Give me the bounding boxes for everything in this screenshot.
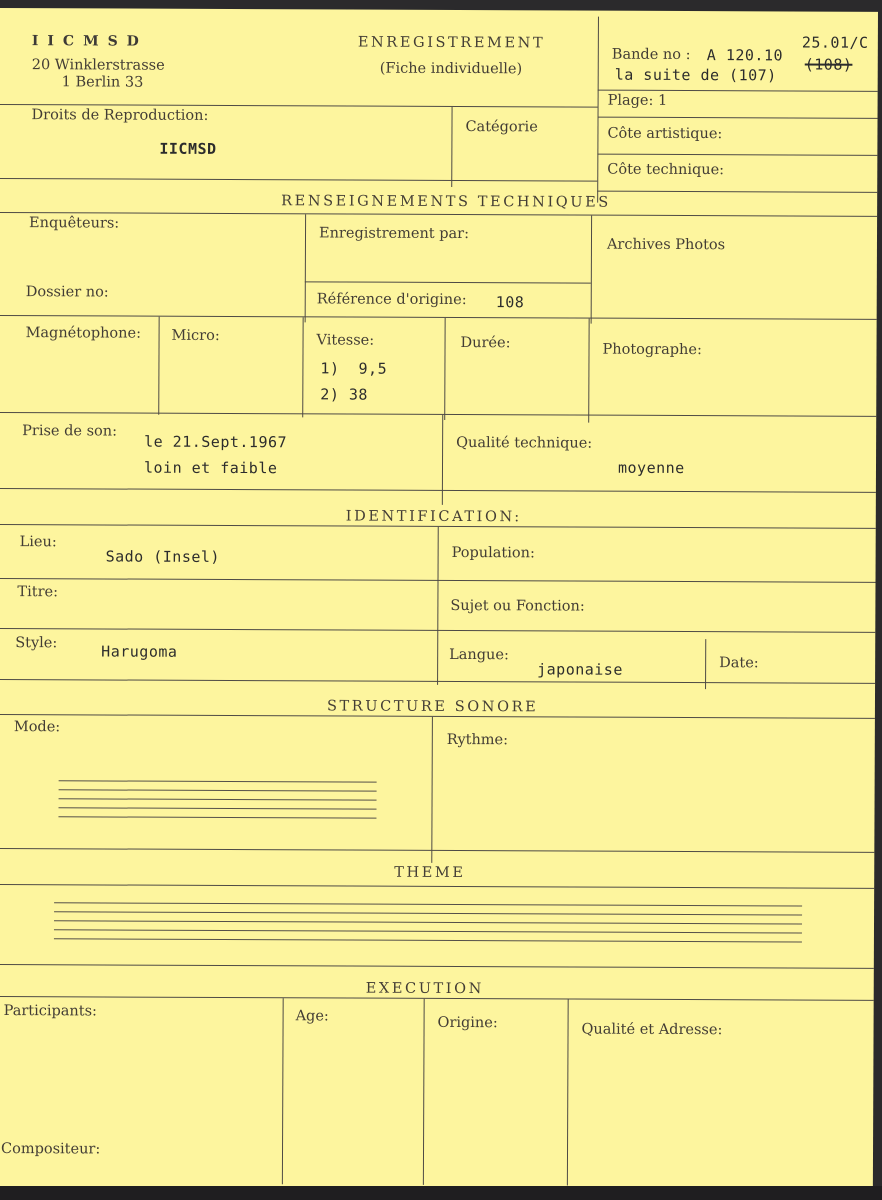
duree-label: Durée: bbox=[460, 335, 511, 352]
reference-label: Référence d'origine: bbox=[316, 291, 467, 309]
lieu-label: Lieu: bbox=[19, 534, 57, 551]
vitesse-1: 1) 9,5 bbox=[320, 359, 388, 378]
compositeur-label: Compositeur: bbox=[0, 1141, 101, 1158]
rule bbox=[597, 154, 877, 156]
rule bbox=[0, 964, 874, 969]
rule bbox=[305, 281, 591, 283]
rule bbox=[598, 90, 878, 92]
prise-value-1: le 21.Sept.1967 bbox=[144, 432, 288, 452]
rule bbox=[305, 214, 306, 322]
rule bbox=[423, 999, 425, 1185]
org-address-street: 20 Winklerstrasse bbox=[31, 57, 165, 74]
theme-staff-line bbox=[54, 911, 802, 915]
rythme-label: Rythme: bbox=[446, 731, 509, 749]
theme-staff-line bbox=[54, 929, 802, 933]
rule bbox=[437, 527, 439, 685]
age-label: Age: bbox=[295, 1008, 329, 1025]
rule bbox=[591, 216, 592, 324]
scan-background-edge bbox=[0, 1186, 882, 1200]
mode-staff-line bbox=[59, 807, 377, 809]
archives-label: Archives Photos bbox=[606, 236, 726, 254]
theme-staff-line bbox=[54, 920, 802, 924]
qualite-technique-value: moyenne bbox=[617, 458, 685, 477]
suite-value: la suite de (107) bbox=[614, 65, 777, 85]
mode-staff-line bbox=[59, 798, 377, 800]
micro-label: Micro: bbox=[171, 327, 220, 344]
bande-extra: 25.01/C bbox=[801, 33, 869, 52]
vitesse-2: 2) 38 bbox=[320, 385, 369, 404]
mode-staff-line bbox=[58, 816, 376, 818]
theme-staff-line bbox=[54, 938, 802, 942]
section-title-execution: EXECUTION bbox=[365, 980, 484, 998]
rule bbox=[588, 319, 589, 423]
rule bbox=[597, 191, 877, 193]
droits-value: IICMSD bbox=[159, 139, 217, 158]
mode-label: Mode: bbox=[13, 719, 61, 736]
mode-staff-line bbox=[59, 789, 377, 791]
rule bbox=[302, 317, 303, 417]
rule bbox=[444, 318, 445, 420]
rule bbox=[0, 848, 874, 853]
rule bbox=[451, 107, 452, 187]
style-value: Harugoma bbox=[101, 642, 178, 661]
section-title-structure: STRUCTURE SONORE bbox=[326, 698, 539, 716]
titre-label: Titre: bbox=[17, 584, 59, 601]
rule bbox=[598, 117, 878, 119]
date-label: Date: bbox=[719, 655, 759, 672]
mode-staff-line bbox=[59, 780, 377, 782]
dossier-label: Dossier no: bbox=[25, 284, 109, 301]
form-title: ENREGISTREMENT bbox=[357, 34, 546, 52]
form-subtitle: (Fiche individuelle) bbox=[379, 60, 523, 78]
theme-staff-line bbox=[54, 902, 802, 906]
section-title-identification: IDENTIFICATION: bbox=[345, 508, 522, 526]
section-title-renseignements: RENSEIGNEMENTS TECHNIQUES bbox=[281, 193, 611, 211]
categorie-label: Catégorie bbox=[465, 119, 538, 136]
plage-label: Plage: 1 bbox=[607, 92, 668, 109]
bande-value: A 120.10 bbox=[706, 46, 784, 65]
rule bbox=[282, 998, 284, 1184]
enqueteurs-label: Enquêteurs: bbox=[29, 215, 120, 232]
langue-label: Langue: bbox=[449, 646, 509, 664]
org-logo: IICMSD bbox=[31, 33, 148, 50]
suite-struck: (108) bbox=[804, 55, 853, 74]
rule bbox=[0, 488, 876, 493]
bande-label: Bande no : bbox=[611, 46, 691, 64]
lieu-value: Sado (Insel) bbox=[105, 547, 221, 566]
magnetophone-label: Magnétophone: bbox=[25, 325, 142, 342]
qualite-adresse-label: Qualité et Adresse: bbox=[581, 1021, 723, 1039]
enregistrement-label: Enregistrement par: bbox=[318, 225, 470, 243]
origine-label: Origine: bbox=[437, 1014, 498, 1032]
reference-value: 108 bbox=[495, 293, 525, 312]
registration-card bbox=[0, 8, 878, 1190]
rule bbox=[0, 178, 597, 182]
rule bbox=[0, 212, 877, 217]
qualite-technique-label: Qualité technique: bbox=[456, 434, 593, 452]
rule bbox=[158, 317, 159, 415]
droits-label: Droits de Reproduction: bbox=[31, 107, 209, 124]
sujet-label: Sujet ou Fonction: bbox=[450, 597, 585, 615]
vitesse-label: Vitesse: bbox=[316, 332, 375, 349]
participants-label: Participants: bbox=[3, 1003, 97, 1020]
rule bbox=[442, 415, 443, 505]
rule bbox=[0, 412, 876, 417]
rule bbox=[597, 17, 599, 203]
rule bbox=[0, 884, 874, 889]
org-address-city: 1 Berlin 33 bbox=[61, 74, 144, 91]
prise-label: Prise de son: bbox=[22, 423, 118, 440]
style-label: Style: bbox=[15, 635, 58, 652]
rule bbox=[0, 315, 877, 320]
cote-technique-label: Côte technique: bbox=[607, 161, 725, 179]
rule bbox=[567, 999, 569, 1185]
photographe-label: Photographe: bbox=[602, 341, 702, 359]
section-title-theme: THEME bbox=[394, 864, 466, 882]
langue-value: japonaise bbox=[537, 660, 623, 679]
population-label: Population: bbox=[451, 544, 535, 562]
cote-artistique-label: Côte artistique: bbox=[607, 125, 723, 143]
rule bbox=[431, 717, 433, 863]
prise-value-2: loin et faible bbox=[143, 458, 278, 478]
